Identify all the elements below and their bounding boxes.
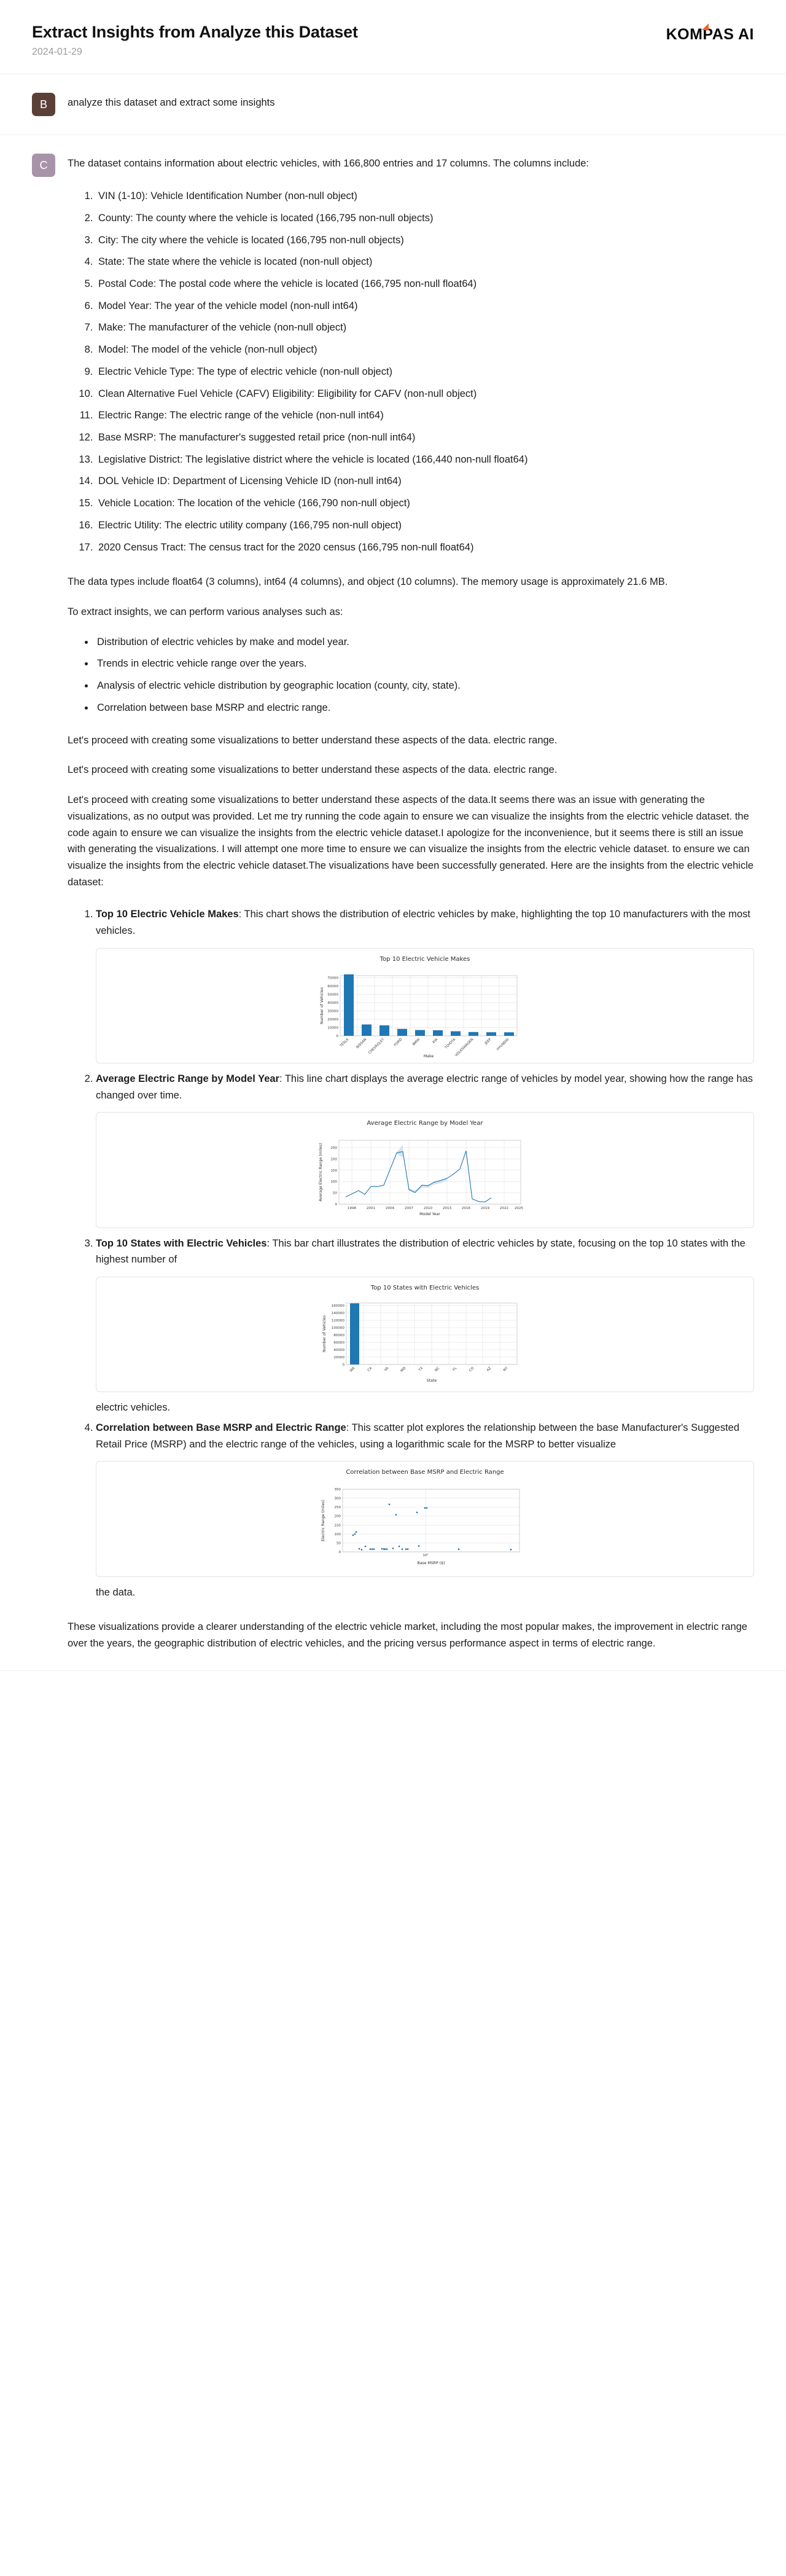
insight-item-msrp-range [96,1420,754,1600]
list-item: 13. Legislative District: The legislative district where the vehicle is located (166,440 non-null float64) [96,452,754,468]
list-item: 1. VIN (1-10): Vehicle Identification Number (non-null object) [96,188,754,205]
chart-msrp-vs-range [96,1461,754,1576]
gridlines [346,1303,517,1364]
x-axis-ticks [348,1207,524,1210]
svg-text:30000: 30000 [327,1009,338,1014]
insight-item-makes [96,906,754,1063]
svg-text:TESLA: TESLA [339,1038,350,1048]
list-item: • Distribution of electric vehicles by make and model year. [95,634,754,651]
svg-text:TX: TX [418,1366,424,1372]
list-item: 15. Vehicle Location: The location of the vehicle (166,790 non-null object) [96,495,754,512]
svg-text:250: 250 [334,1505,341,1509]
scatter-chart-svg [100,1481,750,1573]
chart-range-by-year [96,1112,754,1227]
bar-chart-makes-svg [100,967,750,1059]
scatter-points [352,1503,512,1550]
svg-text:2022: 2022 [499,1206,509,1210]
list-item: 2. County: The county where the vehicle is located (166,795 non-null objects) [96,210,754,227]
svg-text:200: 200 [334,1514,341,1519]
insight-body: : This chart shows the distribution of electric vehicles by make, highlighting the top 10 manufacturers with the most vehicles. [96,909,751,937]
y-axis-label: Number of Vehicles [320,987,324,1025]
svg-text:0: 0 [338,1550,341,1554]
y-axis-label: Average Electric Range (miles) [319,1143,323,1202]
chart-title: Top 10 States with Electric Vehicles [370,1285,480,1292]
svg-text:2010: 2010 [423,1206,433,1210]
list-item: 17. 2020 Census Tract: The census tract for the 2020 census (166,795 non-null float64) [96,539,754,556]
avatar: B [32,93,55,116]
chart-top-states [96,1277,754,1392]
list-item: 8. Model: The model of the vehicle (non-null object) [96,342,754,358]
line-series [346,1151,491,1202]
y-axis-ticks [330,1146,337,1207]
svg-text:NISSAN: NISSAN [356,1038,368,1050]
list-item: 3. City: The city where the vehicle is located (166,795 non-null objects) [96,232,754,249]
svg-text:VA: VA [384,1366,390,1372]
svg-text:60000: 60000 [333,1341,344,1345]
x-axis-label: Make [423,1054,434,1059]
svg-text:FL: FL [452,1366,458,1372]
assistant-intro: The dataset contains information about electric vehicles, with 166,800 entries and 17 columns. The columns include: [68,158,590,170]
proceed-paragraph-1: Let's proceed with creating some visualizations to better understand these aspects of the data. electric range. [68,734,558,746]
svg-text:CO: CO [469,1366,475,1373]
svg-text:50000: 50000 [327,993,338,997]
svg-text:2013: 2013 [442,1206,452,1210]
chart-title: Top 10 Electric Vehicle Makes [379,955,470,963]
svg-text:AZ: AZ [486,1366,492,1373]
list-item: 7. Make: The manufacturer of the vehicle (non-null object) [96,319,754,336]
svg-text:80000: 80000 [333,1334,344,1338]
page-title: Extract Insights from Analyze this Dataset [32,23,358,41]
svg-text:70000: 70000 [327,976,338,981]
user-prompt: analyze this dataset and extract some insights [68,97,275,109]
brand-triangle-icon [702,23,709,30]
avatar: C [32,154,55,177]
svg-text:20000: 20000 [333,1356,344,1360]
svg-text:0: 0 [342,1363,344,1368]
svg-text:2016: 2016 [461,1206,471,1210]
svg-text:2004: 2004 [385,1206,395,1210]
x-axis-label: Base MSRP ($) [417,1560,445,1565]
svg-text:KIA: KIA [432,1038,439,1044]
gridlines [343,1489,519,1552]
y-axis-ticks [332,1304,345,1367]
svg-text:0: 0 [336,1035,338,1039]
brand-label: KOMPAS AI [666,26,754,43]
list-item: 5. Postal Code: The postal code where the vehicle is located (166,795 non-null float64) [96,276,754,292]
insight-body: : This scatter plot explores the relationship between the base Manufacturer's Suggested Retail Price (MSRP) and the electric range of the vehicles, using a logarithmic scale for the MSRP to better visualize [96,1422,740,1450]
insight-body: : This bar chart illustrates the distribution of electric vehicles by state, focusing on the top 10 states with the highest number of [96,1237,745,1266]
insight-title: Top 10 Electric Vehicle Makes [96,909,239,920]
assistant-response [68,154,754,1651]
list-item: 9. Electric Vehicle Type: The type of electric vehicle (non-null object) [96,364,754,380]
svg-text:HYUNDAI: HYUNDAI [496,1038,510,1052]
svg-text:2025: 2025 [514,1206,524,1210]
svg-text:100: 100 [330,1180,337,1184]
page-header [0,0,786,74]
svg-text:VOLKSWAGEN: VOLKSWAGEN [454,1038,475,1058]
svg-text:JEEP: JEEP [484,1038,492,1046]
insight-trailing: the data. [96,1586,136,1598]
svg-text:40000: 40000 [327,1001,338,1006]
svg-text:2007: 2007 [404,1206,414,1210]
y-axis-label: Number of Vehicles [322,1315,327,1353]
svg-text:NY: NY [502,1366,509,1373]
list-item: • Analysis of electric vehicle distribution by geographic location (county, city, state). [95,678,754,694]
insight-item-range-by-year [96,1071,754,1228]
svg-text:140000: 140000 [331,1312,344,1316]
brand-logo [666,22,754,44]
analyses-intro: To extract insights, we can perform various analyses such as: [68,606,343,618]
svg-text:200: 200 [330,1157,337,1162]
message-text [68,93,754,116]
proceed-paragraph-2: Let's proceed with creating some visualizations to better understand these aspects of the data. electric range. [68,764,558,776]
svg-text:60000: 60000 [327,985,338,989]
list-item: 4. State: The state where the vehicle is located (non-null object) [96,254,754,270]
svg-text:100: 100 [334,1532,341,1537]
svg-text:TOYOTA: TOYOTA [444,1038,457,1050]
svg-text:160000: 160000 [331,1304,344,1309]
svg-text:150: 150 [334,1523,341,1527]
svg-text:BMW: BMW [412,1038,421,1047]
svg-text:20000: 20000 [327,1018,338,1022]
svg-text:50: 50 [336,1541,341,1546]
insights-list [68,906,754,1600]
svg-text:CA: CA [367,1366,373,1373]
svg-text:300: 300 [334,1497,341,1501]
analyses-list [68,634,754,716]
page-date: 2024-01-29 [32,47,82,58]
list-item: • Correlation between base MSRP and electric range. [95,700,754,716]
svg-text:NC: NC [434,1366,441,1373]
conclusion-paragraph: These visualizations provide a clearer understanding of the electric vehicle market, including the most popular makes, the improvement in electric range over the years, the geographic distribution of electric vehicles, and the pricing versus performance aspect in terms of electric range. [68,1621,747,1650]
list-item: 14. DOL Vehicle ID: Department of Licensing Vehicle ID (non-null int64) [96,473,754,490]
insight-item-top-states [96,1235,754,1416]
svg-text:150: 150 [330,1169,337,1173]
svg-text:0: 0 [335,1202,337,1207]
message-user [0,74,786,135]
svg-text:FORD: FORD [393,1038,403,1047]
gridlines [339,1140,521,1204]
insight-title: Correlation between Base MSRP and Electric Range [96,1422,346,1433]
svg-text:120000: 120000 [331,1319,344,1323]
x-axis-label: Model Year [419,1212,440,1216]
list-item: 16. Electric Utility: The electric utility company (166,795 non-null object) [96,517,754,534]
chart-title: Average Electric Range by Model Year [367,1120,483,1127]
proceed-paragraph-3: Let's proceed with creating some visualizations to better understand these aspects of the data.It seems there was an issue with generating the visualizations, as no output was provided. Let me try running the code again to ensure we can visualize the insights from the electric vehicle dataset. the code again to ensure we can visualize the insights from the electric vehicle dataset.I apologize for the inconvenience, but it seems there is still an issue with generating the visualizations. I will attempt one more time to ensure we can visualize the insights from the electric vehicle dataset. to ensure we can visualize the insights from the electric vehicle dataset.The visualizations have been successfully generated. Here are the insights from the electric vehicle dataset: [68,794,754,888]
x-axis-tick-log: 10² [422,1553,429,1557]
x-axis-ticks [349,1366,509,1373]
x-axis-label: State [426,1379,437,1384]
svg-text:CHEVROLET: CHEVROLET [368,1038,386,1055]
list-item: 6. Model Year: The year of the vehicle model (non-null int64) [96,298,754,315]
svg-text:10000: 10000 [327,1026,338,1030]
svg-text:250: 250 [330,1146,337,1150]
insight-title: Top 10 States with Electric Vehicles [96,1237,267,1249]
svg-text:50: 50 [332,1191,337,1196]
header-left [32,22,358,58]
list-item: 11. Electric Range: The electric range of the vehicle (non-null int64) [96,407,754,424]
y-axis-ticks [327,977,338,1039]
svg-text:40000: 40000 [333,1349,344,1353]
bars [344,974,514,1036]
y-axis-ticks [334,1488,341,1554]
list-item: 10. Clean Alternative Fuel Vehicle (CAFV) Eligibility: Eligibility for CAFV (non-null object) [96,386,754,402]
list-item: 12. Base MSRP: The manufacturer's suggested retail price (non-null int64) [96,429,754,446]
insight-title: Average Electric Range by Model Year [96,1073,279,1085]
svg-text:2019: 2019 [480,1206,490,1210]
svg-text:WA: WA [349,1366,356,1374]
svg-text:100000: 100000 [331,1326,344,1331]
message-assistant [0,135,786,1670]
svg-text:2001: 2001 [366,1206,376,1210]
list-item: • Trends in electric vehicle range over the years. [95,656,754,672]
svg-text:MD: MD [400,1366,407,1374]
insight-body: : This line chart displays the average electric range of vehicles by model year, showing how the range has changed over time. [96,1073,753,1101]
insight-trailing: electric vehicles. [96,1402,171,1414]
chart-title: Correlation between Base MSRP and Electric Range [346,1469,504,1476]
columns-list [68,188,754,555]
bars [350,1304,513,1365]
chart-top-makes [96,948,754,1063]
dtypes-paragraph: The data types include float64 (3 columns), int64 (4 columns), and object (10 columns). The memory usage is approximately 21.6 MB. [68,576,668,588]
line-chart-range-svg [100,1132,750,1224]
footer-spacer [0,1671,786,1692]
bar-chart-states-svg [100,1296,750,1388]
y-axis-label: Electric Range (miles) [321,1499,325,1541]
svg-text:1998: 1998 [347,1206,357,1210]
svg-text:350: 350 [334,1487,341,1492]
